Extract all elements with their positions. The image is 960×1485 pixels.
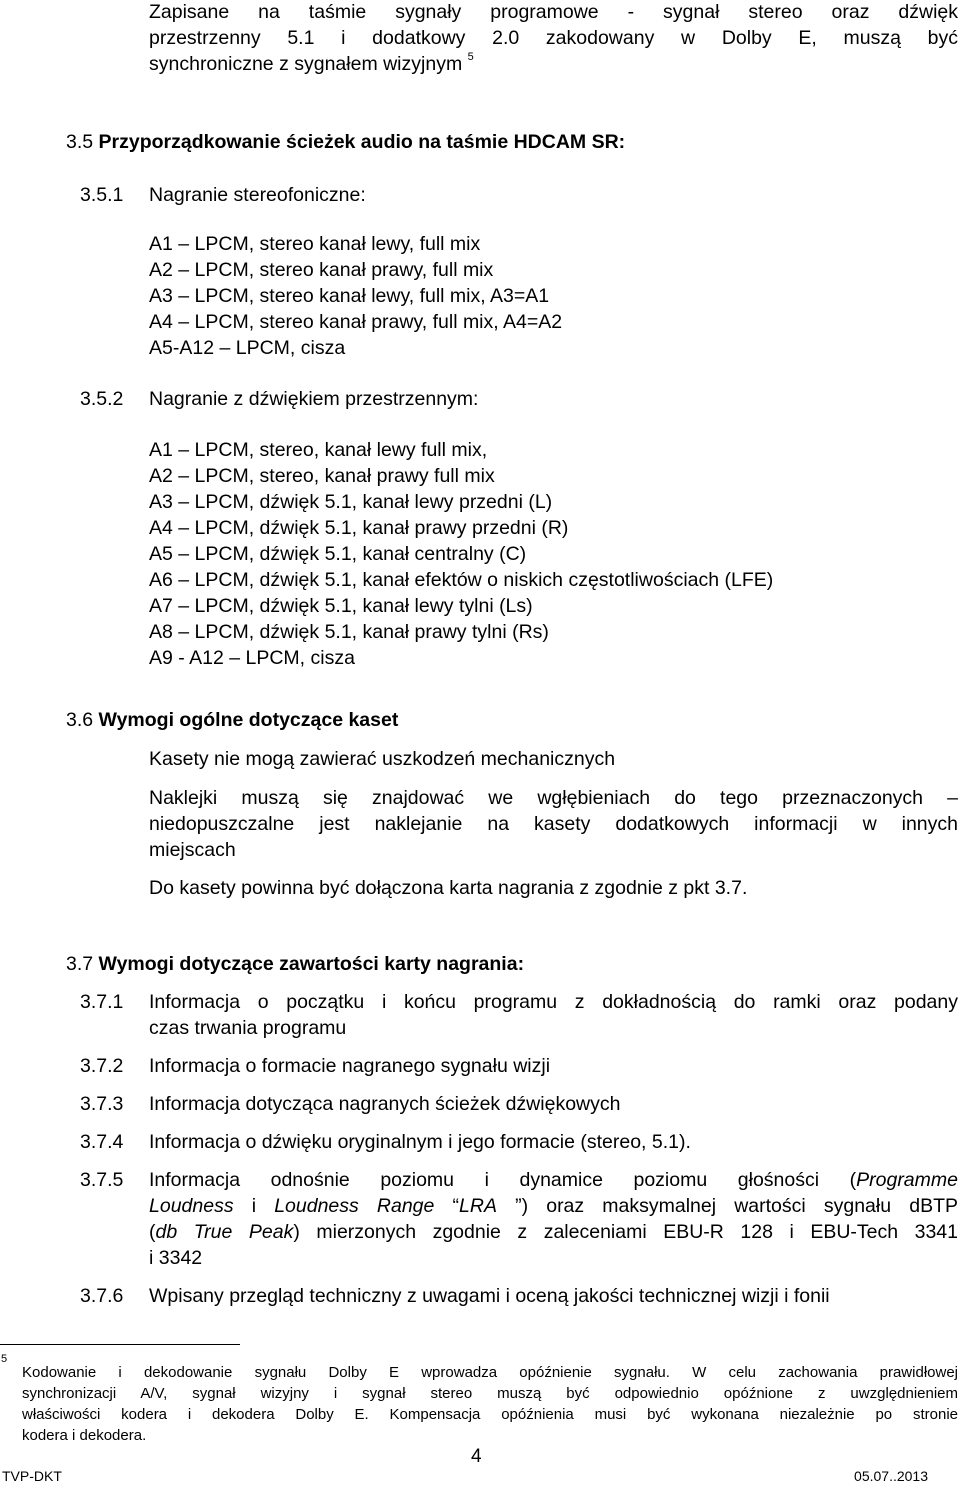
section-number: 3.6 <box>66 709 94 731</box>
footnote-number: 5 <box>1 1353 8 1365</box>
page-number: 4 <box>471 1446 482 1467</box>
track-item: A3 – LPCM, stereo kanał lewy, full mix, A3=A1 <box>149 285 550 307</box>
track-item: A2 – LPCM, stereo, kanał prawy full mix <box>149 465 495 487</box>
item-number: 3.7.6 <box>80 1285 124 1307</box>
paragraph-labels-line-1: Naklejki muszą się znajdować we wgłębieniach do tego przeznaczonych – <box>149 787 958 809</box>
track-item: A6 – LPCM, dźwięk 5.1, kanał efektów o niskich częstotliwościach (LFE) <box>149 569 774 591</box>
footnote-line-3: właściwości kodera i dekodera Dolby E. Kompensacja opóźnienia musi być wykonana niezależnie po stronie <box>22 1406 958 1423</box>
track-item: A4 – LPCM, stereo kanał prawy, full mix, A4=A2 <box>149 311 563 333</box>
track-item: A2 – LPCM, stereo kanał prawy, full mix <box>149 259 494 281</box>
section-3-7-heading <box>66 953 524 976</box>
section-number: 3.5 <box>66 131 94 153</box>
item-number: 3.7.3 <box>80 1093 124 1115</box>
track-item: A5-A12 – LPCM, cisza <box>149 337 346 359</box>
footnote-reference[interactable]: 5 <box>467 51 474 63</box>
item-3-7-5-line-4: i 3342 <box>149 1247 203 1269</box>
section-title: Przyporządkowanie ścieżek audio na taśmie HDCAM SR: <box>98 131 626 153</box>
section-number: 3.7 <box>66 953 94 975</box>
item-3-7-5-line-1: Informacja odnośnie poziomu i dynamice poziomu głośności (Programme <box>149 1169 958 1191</box>
subsection-3-5-1-title: Nagranie stereofoniczne: <box>149 184 366 206</box>
footer-date: 05.07..2013 <box>854 1468 928 1484</box>
item-text: Informacja o formacie nagranego sygnału wizji <box>149 1055 551 1077</box>
intro-line-1: Zapisane na taśmie sygnały programowe - sygnał stereo oraz dźwięk <box>149 1 958 23</box>
section-3-6-heading <box>66 709 398 732</box>
track-item: A1 – LPCM, stereo kanał lewy, full mix <box>149 233 481 255</box>
footnote-line-4: kodera i dekodera. <box>22 1427 147 1444</box>
track-item: A4 – LPCM, dźwięk 5.1, kanał prawy przedni (R) <box>149 517 569 539</box>
item-text-line-1: Informacja o początku i końcu programu z dokładnością do ramki oraz podany <box>149 991 958 1013</box>
item-number: 3.7.5 <box>80 1169 124 1191</box>
section-title: Wymogi dotyczące zawartości karty nagrania: <box>98 953 525 975</box>
intro-line-2: przestrzenny 5.1 i dodatkowy 2.0 zakodowany w Dolby E, muszą być <box>149 27 958 49</box>
track-item: A8 – LPCM, dźwięk 5.1, kanał prawy tylni (Rs) <box>149 621 549 643</box>
item-number: 3.7.1 <box>80 991 124 1013</box>
item-text: Informacja o dźwięku oryginalnym i jego formacie (stereo, 5.1). <box>149 1131 691 1153</box>
section-title: Wymogi ogólne dotyczące kaset <box>98 709 399 731</box>
paragraph-labels-line-2: niedopuszczalne jest naklejanie na kasety dodatkowych informacji w innych <box>149 813 958 835</box>
item-number: 3.7.2 <box>80 1055 124 1077</box>
subsection-3-5-2-number: 3.5.2 <box>80 388 124 410</box>
track-item: A9 - A12 – LPCM, cisza <box>149 647 355 669</box>
section-3-5-heading <box>66 131 625 154</box>
intro-line-3: synchroniczne z sygnałem wizyjnym $^5$ <box>149 51 474 75</box>
track-item: A1 – LPCM, stereo, kanał lewy full mix, <box>149 439 488 461</box>
subsection-3-5-1-number: 3.5.1 <box>80 184 124 206</box>
footnote-separator <box>0 1344 240 1345</box>
footer-left: TVP-DKT <box>2 1468 62 1484</box>
paragraph-no-damage: Kasety nie mogą zawierać uszkodzeń mechanicznych <box>149 748 616 770</box>
item-text: Wpisany przegląd techniczny z uwagami i oceną jakości technicznej wizji i fonii <box>149 1285 830 1307</box>
track-item: A3 – LPCM, dźwięk 5.1, kanał lewy przedni (L) <box>149 491 553 513</box>
paragraph-labels-line-3: miejscach <box>149 839 236 861</box>
item-text-line-2: czas trwania programu <box>149 1017 347 1039</box>
item-text: Informacja dotycząca nagranych ścieżek dźwiękowych <box>149 1093 621 1115</box>
track-item: A7 – LPCM, dźwięk 5.1, kanał lewy tylni (Ls) <box>149 595 533 617</box>
item-number: 3.7.4 <box>80 1131 124 1153</box>
item-3-7-5-line-2: Loudness i Loudness Range “LRA ”) oraz maksymalnej wartości sygnału dBTP <box>149 1195 958 1217</box>
paragraph-recording-card: Do kasety powinna być dołączona karta nagrania z zgodnie z pkt 3.7. <box>149 877 748 899</box>
footnote-line-2: synchronizacji A/V, sygnał wizyjny i sygnał stereo muszą być odpowiednio opóźnione z uwzględnieniem <box>22 1385 958 1402</box>
item-3-7-5-line-3: (db True Peak) mierzonych zgodnie z zaleceniami EBU-R 128 i EBU-Tech 3341 <box>149 1221 958 1243</box>
track-item: A5 – LPCM, dźwięk 5.1, kanał centralny (C) <box>149 543 527 565</box>
subsection-3-5-2-title: Nagranie z dźwiękiem przestrzennym: <box>149 388 479 410</box>
footnote-line-1: Kodowanie i dekodowanie sygnału Dolby E wprowadza opóźnienie sygnału. W celu zachowania prawidłowej <box>22 1364 958 1381</box>
